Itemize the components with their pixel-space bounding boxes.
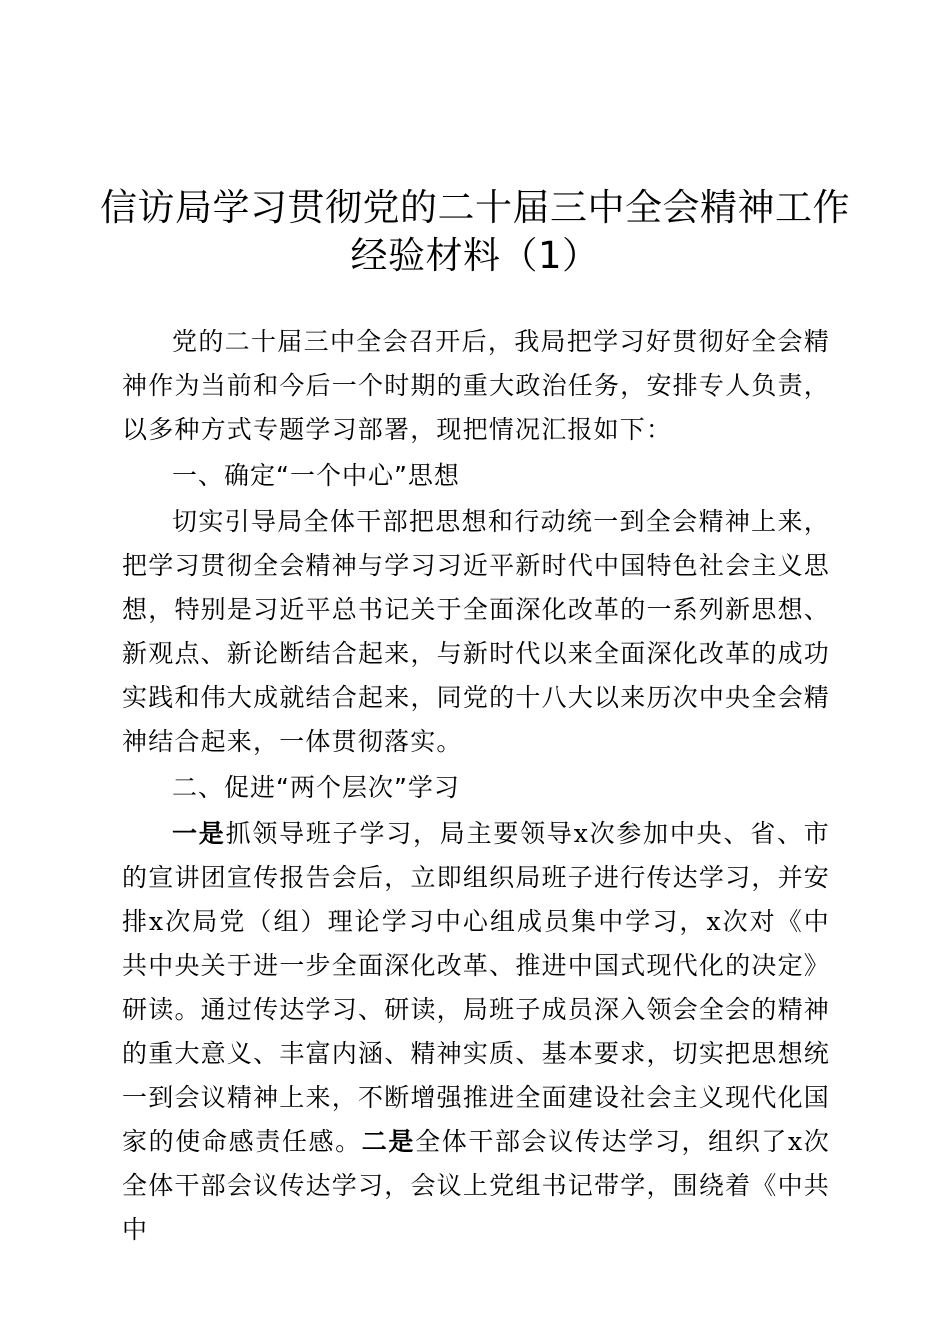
intro-paragraph: 党的二十届三中全会召开后，我局把学习好贯彻好全会精神作为当前和今后一个时期的重大政治任务，安排专人负责，以多种方式专题学习部署，现把情况汇报如下： xyxy=(122,327,830,444)
paragraph-2-text-b: 全体干部会议传达学习，组织了x次全体干部会议传达学习，会议上党组书记带学，围绕着《中共中 xyxy=(122,1127,830,1244)
document-title-line2: 经验材料（1） xyxy=(350,234,600,277)
lead-term-2: 二是 xyxy=(361,1127,416,1156)
paragraph-2-text-a: 抓领导班子学习，局主要领导x次参加中央、省、市的宣讲团宣传报告会后，立即组织局班子进行传达学习，并安排x次局党（组）理论学习中心组成员集中学习，x次对《中共中央关于进一步全面深化改革、推进中国式现代化的决定》研读。通过传达学习、研读，局班子成员深入领会全会的精神的重大意义、丰富内涵、精神实质、基本要求，切实把思想统一到会议精神上来，不断增强推进全面建设社会主义现代化国家的使命感责任感。 xyxy=(122,819,830,1156)
document-body xyxy=(122,320,830,1252)
section-heading-2: 二、促进“两个层次”学习 xyxy=(172,773,460,802)
section-paragraph-1: 切实引导局全体干部把思想和行动统一到全会精神上来，把学习贯彻全会精神与学习习近平新时代中国特色社会主义思想，特别是习近平总书记关于全面深化改革的一系列新思想、新观点、新论断结合起来，与新时代以来全面深化改革的成功实践和伟大成就结合起来，同党的十八大以来历次中央全会精神结合起来，一体贯彻落实。 xyxy=(122,507,830,756)
section-heading-1: 一、确定“一个中心”思想 xyxy=(172,461,460,490)
document-title-line1: 信访局学习贯彻党的二十届三中全会精神工作 xyxy=(100,186,850,229)
section-paragraph-2 xyxy=(122,812,830,1252)
lead-term-1: 一是 xyxy=(172,819,226,848)
